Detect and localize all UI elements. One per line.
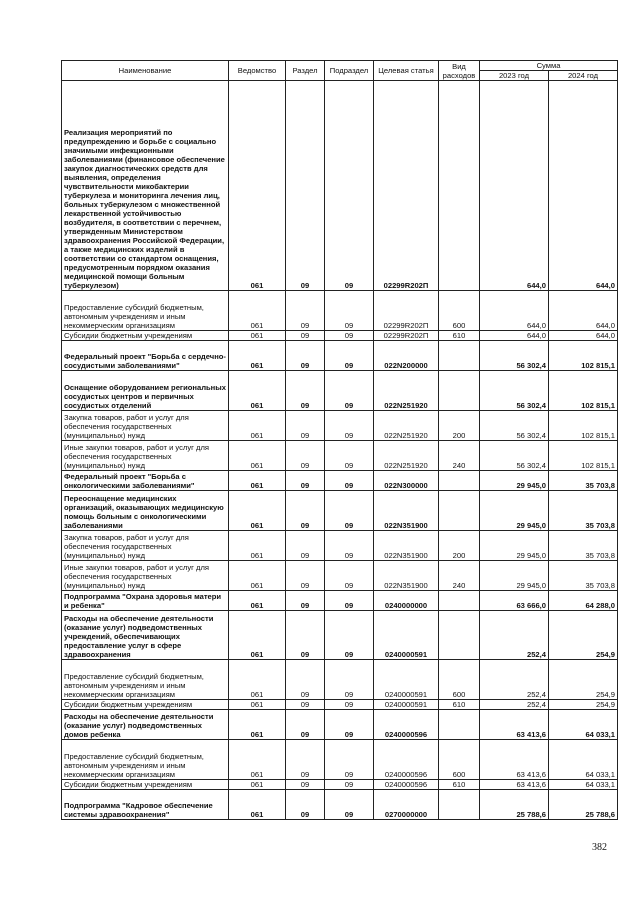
cell-razd: 09 bbox=[286, 441, 325, 471]
cell-s2023: 56 302,4 bbox=[480, 341, 549, 371]
cell-s2024: 102 815,1 bbox=[549, 341, 618, 371]
cell-s2024: 35 703,8 bbox=[549, 561, 618, 591]
cell-ved: 061 bbox=[229, 491, 286, 531]
cell-podr: 09 bbox=[325, 441, 374, 471]
cell-ved: 061 bbox=[229, 81, 286, 291]
cell-s2024: 35 703,8 bbox=[549, 531, 618, 561]
cell-razd: 09 bbox=[286, 790, 325, 820]
table-row bbox=[62, 780, 618, 790]
cell-razd: 09 bbox=[286, 660, 325, 700]
cell-s2024: 254,9 bbox=[549, 660, 618, 700]
header-podrazdel: Подраздел bbox=[325, 61, 374, 81]
cell-razd: 09 bbox=[286, 291, 325, 331]
cell-cs: 022N351900 bbox=[374, 561, 439, 591]
cell-podr: 09 bbox=[325, 531, 374, 561]
cell-s2023: 63 413,6 bbox=[480, 710, 549, 740]
cell-s2024: 644,0 bbox=[549, 81, 618, 291]
cell-name: Расходы на обеспечение деятельности (оказание услуг) подведомственных учреждений, обеспечивающих предоставление услуг в сфере здравоохранения bbox=[62, 611, 229, 660]
cell-s2023: 25 788,6 bbox=[480, 790, 549, 820]
cell-podr: 09 bbox=[325, 611, 374, 660]
cell-s2023: 644,0 bbox=[480, 291, 549, 331]
cell-razd: 09 bbox=[286, 740, 325, 780]
header-2024: 2024 год bbox=[549, 71, 618, 81]
cell-name: Закупка товаров, работ и услуг для обеспечения государственных (муниципальных) нужд bbox=[62, 531, 229, 561]
cell-s2023: 29 945,0 bbox=[480, 531, 549, 561]
table-row bbox=[62, 611, 618, 660]
cell-razd: 09 bbox=[286, 371, 325, 411]
cell-vr bbox=[439, 341, 480, 371]
cell-name: Федеральный проект "Борьба с сердечно-сосудистыми заболеваниями" bbox=[62, 341, 229, 371]
cell-s2024: 644,0 bbox=[549, 331, 618, 341]
cell-cs: 02299R202П bbox=[374, 291, 439, 331]
cell-vr bbox=[439, 611, 480, 660]
cell-podr: 09 bbox=[325, 371, 374, 411]
cell-vr: 200 bbox=[439, 411, 480, 441]
cell-podr: 09 bbox=[325, 780, 374, 790]
table-row bbox=[62, 441, 618, 471]
cell-vr bbox=[439, 790, 480, 820]
cell-s2023: 63 413,6 bbox=[480, 740, 549, 780]
cell-name: Подпрограмма "Кадровое обеспечение системы здравоохранения" bbox=[62, 790, 229, 820]
cell-cs: 022N251920 bbox=[374, 441, 439, 471]
cell-vr bbox=[439, 81, 480, 291]
cell-razd: 09 bbox=[286, 710, 325, 740]
cell-vr: 600 bbox=[439, 660, 480, 700]
table-row bbox=[62, 660, 618, 700]
cell-cs: 0240000596 bbox=[374, 740, 439, 780]
cell-cs: 022N200000 bbox=[374, 341, 439, 371]
header-vid: Вид расходов bbox=[439, 61, 480, 81]
cell-razd: 09 bbox=[286, 491, 325, 531]
table-row bbox=[62, 710, 618, 740]
cell-s2023: 63 666,0 bbox=[480, 591, 549, 611]
cell-s2024: 64 288,0 bbox=[549, 591, 618, 611]
cell-ved: 061 bbox=[229, 291, 286, 331]
budget-table bbox=[61, 60, 618, 820]
cell-ved: 061 bbox=[229, 790, 286, 820]
cell-ved: 061 bbox=[229, 780, 286, 790]
cell-vr: 610 bbox=[439, 780, 480, 790]
cell-s2024: 35 703,8 bbox=[549, 491, 618, 531]
table-row bbox=[62, 790, 618, 820]
header-name: Наименование bbox=[62, 61, 229, 81]
cell-vr: 600 bbox=[439, 740, 480, 780]
cell-cs: 0240000591 bbox=[374, 700, 439, 710]
cell-ved: 061 bbox=[229, 611, 286, 660]
cell-cs: 0270000000 bbox=[374, 790, 439, 820]
header-summa: Сумма bbox=[480, 61, 618, 71]
table-row bbox=[62, 531, 618, 561]
cell-name: Федеральный проект "Борьба с онкологическими заболеваниями" bbox=[62, 471, 229, 491]
cell-ved: 061 bbox=[229, 660, 286, 700]
cell-s2023: 63 413,6 bbox=[480, 780, 549, 790]
header-vedomstvo: Ведомство bbox=[229, 61, 286, 81]
cell-s2024: 254,9 bbox=[549, 611, 618, 660]
cell-razd: 09 bbox=[286, 331, 325, 341]
table-body bbox=[62, 81, 618, 820]
cell-cs: 02299R202П bbox=[374, 81, 439, 291]
cell-razd: 09 bbox=[286, 411, 325, 441]
cell-cs: 022N251920 bbox=[374, 411, 439, 441]
cell-s2023: 252,4 bbox=[480, 660, 549, 700]
page-number: 382 bbox=[592, 842, 607, 853]
cell-s2023: 29 945,0 bbox=[480, 471, 549, 491]
cell-vr: 240 bbox=[439, 561, 480, 591]
table-row bbox=[62, 700, 618, 710]
cell-ved: 061 bbox=[229, 710, 286, 740]
cell-vr: 200 bbox=[439, 531, 480, 561]
cell-s2024: 35 703,8 bbox=[549, 471, 618, 491]
cell-ved: 061 bbox=[229, 531, 286, 561]
table-row bbox=[62, 740, 618, 780]
cell-ved: 061 bbox=[229, 700, 286, 710]
cell-vr bbox=[439, 710, 480, 740]
cell-podr: 09 bbox=[325, 591, 374, 611]
cell-ved: 061 bbox=[229, 441, 286, 471]
table-row bbox=[62, 331, 618, 341]
cell-name: Подпрограмма "Охрана здоровья матери и ребенка" bbox=[62, 591, 229, 611]
header-razdel: Раздел bbox=[286, 61, 325, 81]
cell-ved: 061 bbox=[229, 371, 286, 411]
cell-podr: 09 bbox=[325, 700, 374, 710]
cell-podr: 09 bbox=[325, 491, 374, 531]
cell-cs: 0240000596 bbox=[374, 710, 439, 740]
cell-razd: 09 bbox=[286, 700, 325, 710]
cell-name: Предоставление субсидий бюджетным, автономным учреждениям и иным некоммерческим организациям bbox=[62, 660, 229, 700]
table-row bbox=[62, 561, 618, 591]
cell-razd: 09 bbox=[286, 591, 325, 611]
cell-s2023: 56 302,4 bbox=[480, 371, 549, 411]
cell-s2024: 64 033,1 bbox=[549, 780, 618, 790]
table-row bbox=[62, 341, 618, 371]
header-2023: 2023 год bbox=[480, 71, 549, 81]
cell-name: Иные закупки товаров, работ и услуг для обеспечения государственных (муниципальных) нужд bbox=[62, 441, 229, 471]
cell-vr: 610 bbox=[439, 700, 480, 710]
cell-razd: 09 bbox=[286, 611, 325, 660]
cell-s2024: 64 033,1 bbox=[549, 710, 618, 740]
cell-razd: 09 bbox=[286, 81, 325, 291]
cell-podr: 09 bbox=[325, 291, 374, 331]
cell-ved: 061 bbox=[229, 471, 286, 491]
header-celevaya: Целевая статья bbox=[374, 61, 439, 81]
cell-razd: 09 bbox=[286, 341, 325, 371]
cell-s2024: 254,9 bbox=[549, 700, 618, 710]
cell-s2024: 64 033,1 bbox=[549, 740, 618, 780]
cell-name: Переоснащение медицинских организаций, оказывающих медицинскую помощь больным с онкологическими заболеваниями bbox=[62, 491, 229, 531]
cell-s2024: 102 815,1 bbox=[549, 411, 618, 441]
cell-cs: 0240000596 bbox=[374, 780, 439, 790]
cell-name: Реализация мероприятий по предупреждению и борьбе с социально значимыми инфекционными заболеваниями (финансовое обеспечение закупок диагностических средств для выявления, определения чувствительности микобактерии туберкулеза и мониторинга лечения лиц, больных туберкулезом с множественной лекарственной устойчивостью возбудителя, в соответствии с перечнем, утвержденным Министерством здравоохранения Российской Федерации, а также медицинских изделий в соответствии со стандартом оснащения, предусмотренным порядком оказания медицинской помощи больным туберкулезом) bbox=[62, 81, 229, 291]
cell-podr: 09 bbox=[325, 710, 374, 740]
cell-podr: 09 bbox=[325, 411, 374, 441]
cell-podr: 09 bbox=[325, 790, 374, 820]
table-row bbox=[62, 371, 618, 411]
cell-name: Расходы на обеспечение деятельности (оказание услуг) подведомственных домов ребенка bbox=[62, 710, 229, 740]
cell-vr bbox=[439, 371, 480, 411]
cell-name: Иные закупки товаров, работ и услуг для обеспечения государственных (муниципальных) нужд bbox=[62, 561, 229, 591]
cell-cs: 022N251920 bbox=[374, 371, 439, 411]
cell-vr: 610 bbox=[439, 331, 480, 341]
cell-vr: 600 bbox=[439, 291, 480, 331]
cell-cs: 0240000591 bbox=[374, 611, 439, 660]
cell-podr: 09 bbox=[325, 81, 374, 291]
cell-ved: 061 bbox=[229, 591, 286, 611]
table-row bbox=[62, 471, 618, 491]
cell-s2023: 252,4 bbox=[480, 700, 549, 710]
cell-ved: 061 bbox=[229, 561, 286, 591]
cell-razd: 09 bbox=[286, 471, 325, 491]
table-row bbox=[62, 491, 618, 531]
cell-podr: 09 bbox=[325, 740, 374, 780]
cell-razd: 09 bbox=[286, 531, 325, 561]
cell-ved: 061 bbox=[229, 341, 286, 371]
cell-name: Закупка товаров, работ и услуг для обеспечения государственных (муниципальных) нужд bbox=[62, 411, 229, 441]
cell-s2023: 56 302,4 bbox=[480, 441, 549, 471]
cell-cs: 02299R202П bbox=[374, 331, 439, 341]
cell-s2024: 102 815,1 bbox=[549, 441, 618, 471]
cell-podr: 09 bbox=[325, 660, 374, 700]
cell-s2024: 102 815,1 bbox=[549, 371, 618, 411]
cell-ved: 061 bbox=[229, 740, 286, 780]
cell-cs: 0240000000 bbox=[374, 591, 439, 611]
cell-podr: 09 bbox=[325, 341, 374, 371]
table-header bbox=[62, 61, 618, 81]
cell-name: Оснащение оборудованием региональных сосудистых центров и первичных сосудистых отделений bbox=[62, 371, 229, 411]
cell-name: Субсидии бюджетным учреждениям bbox=[62, 780, 229, 790]
cell-vr bbox=[439, 491, 480, 531]
cell-s2024: 644,0 bbox=[549, 291, 618, 331]
cell-ved: 061 bbox=[229, 411, 286, 441]
cell-s2023: 56 302,4 bbox=[480, 411, 549, 441]
cell-name: Субсидии бюджетным учреждениям bbox=[62, 331, 229, 341]
cell-s2023: 29 945,0 bbox=[480, 491, 549, 531]
cell-vr bbox=[439, 471, 480, 491]
cell-cs: 0240000591 bbox=[374, 660, 439, 700]
cell-podr: 09 bbox=[325, 331, 374, 341]
cell-s2023: 29 945,0 bbox=[480, 561, 549, 591]
cell-name: Предоставление субсидий бюджетным, автономным учреждениям и иным некоммерческим организациям bbox=[62, 291, 229, 331]
cell-cs: 022N351900 bbox=[374, 531, 439, 561]
cell-s2023: 252,4 bbox=[480, 611, 549, 660]
cell-cs: 022N351900 bbox=[374, 491, 439, 531]
table-row bbox=[62, 411, 618, 441]
cell-podr: 09 bbox=[325, 561, 374, 591]
cell-razd: 09 bbox=[286, 780, 325, 790]
cell-name: Предоставление субсидий бюджетным, автономным учреждениям и иным некоммерческим организациям bbox=[62, 740, 229, 780]
cell-podr: 09 bbox=[325, 471, 374, 491]
cell-name: Субсидии бюджетным учреждениям bbox=[62, 700, 229, 710]
cell-vr bbox=[439, 591, 480, 611]
cell-razd: 09 bbox=[286, 561, 325, 591]
cell-cs: 022N300000 bbox=[374, 471, 439, 491]
table-row bbox=[62, 81, 618, 291]
cell-s2023: 644,0 bbox=[480, 81, 549, 291]
cell-s2024: 25 788,6 bbox=[549, 790, 618, 820]
cell-ved: 061 bbox=[229, 331, 286, 341]
cell-vr: 240 bbox=[439, 441, 480, 471]
table-row bbox=[62, 591, 618, 611]
table-row bbox=[62, 291, 618, 331]
cell-s2023: 644,0 bbox=[480, 331, 549, 341]
